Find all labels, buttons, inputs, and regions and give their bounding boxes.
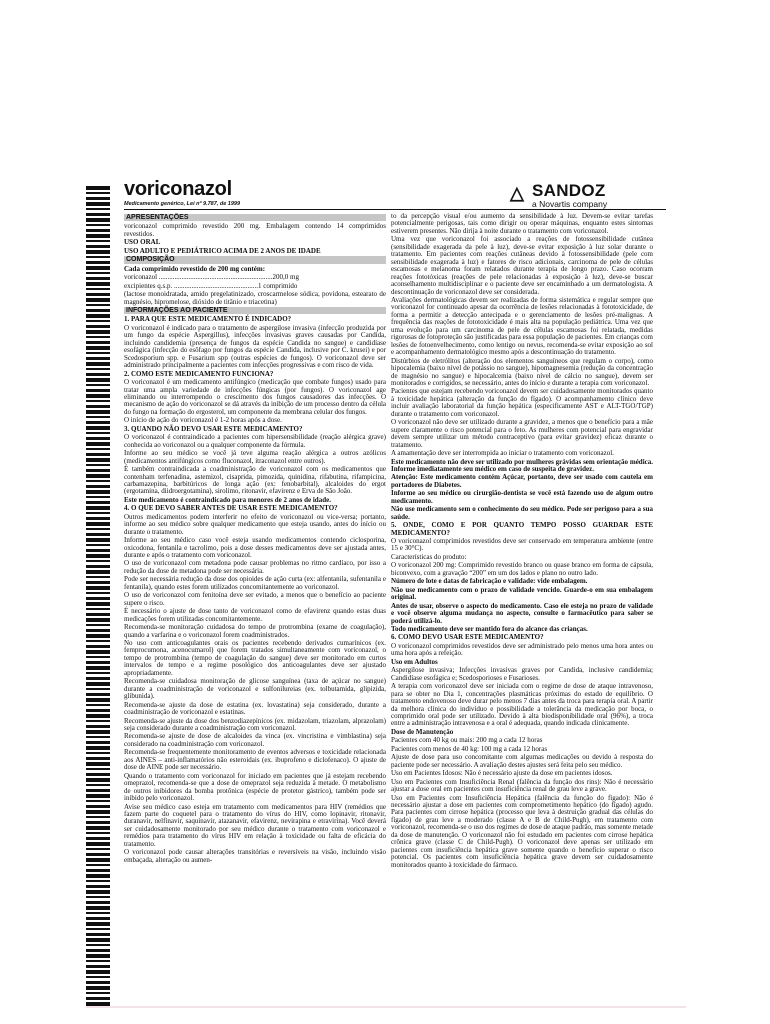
product-title: voriconazol xyxy=(124,178,232,200)
paragraph: Recomenda-se monitoração cuidadosa do tempo de protrombina (exame de coagulação), quando a varfarina e o voriconazol forem coadministrados. xyxy=(124,623,386,639)
paragraph: O voriconazol é contraindicado a pacientes com hipersensibilidade (reação alérgica grave) conhecida ao voriconazol ou a qualquer componente da fórmula. xyxy=(124,433,386,449)
paragraph: voriconazol .................................................................200,0 mg xyxy=(124,273,299,282)
brand-tagline: a Novartis company xyxy=(532,199,608,209)
paragraph: É necessário o ajuste de dose tanto de voriconazol como de efavirenz quando estas duas medicações forem utilizadas concomitantemente. xyxy=(124,607,386,623)
paragraph: O uso de voriconazol com metadona pode causar problemas no ritmo cardíaco, por isso a redução da dose de metadona pode ser necessária. xyxy=(124,559,386,575)
paragraph: Pacientes com 40 kg ou mais: 200 mg a cada 12 horas xyxy=(391,736,543,745)
paragraph-heading: Informe ao seu médico ou cirurgião-dentista se você está fazendo uso de algum outro medicamento. xyxy=(391,489,653,505)
sandoz-logo-icon: △ xyxy=(510,183,524,203)
paragraph: O uso de voriconazol com fenitoína deve ser evitado, a menos que o benefício ao paciente supere o risco. xyxy=(124,591,386,607)
paragraph: excipientes q.s.p. ................................................1 comprimido xyxy=(124,281,298,290)
paragraph: Avise seu médico caso esteja em tratamento com medicamentos para HIV (remédios que fazem parte do coquetel para o tratamento do vírus do HIV, como lopinavir, ritonavir, duranavir, nelfinavir, saquinavir, atazanavir, efavirenz, nevirapina e etravirina). Você deverá ser cuidadosamente monitorado por seu médico durante o tratamento com voriconazol e remédios para tratamento do vírus HIV em relação à toxicidade ou falta de eficácia do tratamento. xyxy=(124,802,386,848)
paragraph-heading: USO ADULTO E PEDIÁTRICO ACIMA DE 2 ANOS DE IDADE xyxy=(124,246,321,255)
paragraph-heading: Todo medicamento deve ser mantido fora do alcance das crianças. xyxy=(391,625,588,634)
paragraph: Outros medicamentos podem interferir no efeito de voriconazol ou vice-versa; portanto, informe ao seu médico sobre qualquer medicamento que esteja usando, antes do início ou durante o tratamento. xyxy=(124,512,386,536)
paragraph: Pode ser necessária redução da dose dos opioides de ação curta (ex: alfentanila, sufentanila e fentanila), quando estes forem utilizados concomitantemente ao voriconazol. xyxy=(124,575,386,591)
paragraph: Uma vez que voriconazol foi associado a reações de fotossensibilidade cutânea (sensibilidade exagerada da pele à luz), deve-se evitar exposição à luz solar durante o tratamento. Em pacientes com reações cutâneas devido à fotossensibilidade (pele com sensibilidade exagerada à luz) e fatores de risco adicionais, carcinoma de pele de células escamosas e melanoma foram relatados durante terapia de longo prazo. Caso ocorram reações fototóxicas (reações de pele relacionadas à exposição à luz), deve-se buscar aconselhamento multidisciplinar e o paciente deve ser encaminhado a um dermatologista. A descontinuação de voriconazol deve ser considerada. xyxy=(391,235,653,296)
paragraph: Informe ao seu médico caso você esteja usando medicamentos contendo ciclosporina, oxicodona, fentanila e tacrolimo, pois a dose desses medicamentos deve ser ajustada antes, durante e após o tratamento com voriconazol. xyxy=(124,536,386,560)
paragraph: Recomenda-se frequentemente monitoramento de eventos adversos e toxicidade relacionada aos AINES – anti-inflamatórios não esteroidais (ex. ibuprofeno e diclofenaco). O ajuste de dose de AINE pode ser necessário. xyxy=(124,748,386,772)
paragraph-heading: 3. QUANDO NÃO DEVO USAR ESTE MEDICAMENTO? xyxy=(124,424,303,433)
paragraph: Avaliações dermatológicas devem ser realizadas de forma sistemática e regular sempre que voriconazol for continuado apesar da ocorrência de lesões relacionadas à fototoxicidade, de forma a permitir a detecção antecipada e o gerenciamento de lesões pré-malignas. A frequência das reações de fototoxicidade é mais alta na população pediátrica. Uma vez que uma evolução para um carcinoma de pele de células escamosas foi relatada, medidas rigorosas de fotoproteção são justificadas para essa população de pacientes. Em crianças com lesões de fotoenvelhecimento, como lentigo ou nevus, recomenda-se evitar exposição ao sol e acompanhamento dermatológico mesmo após a descontinuação do tratamento. xyxy=(391,295,653,357)
paragraph-heading: Dose de Manutenção xyxy=(391,727,454,736)
section-header: INFORMAÇÕES AO PACIENTE xyxy=(124,307,386,314)
paragraph: Informe ao seu médico se você já teve alguma reação alérgica a outros azólicos (medicamentos antifúngicos como fluconazol, itraconazol entre outros). xyxy=(124,449,386,465)
paragraph: O voriconazol 200 mg: Comprimido revestido branco ou quase branco em forma de cápsula, biconvexo, com a gravação “200” em um dos lados e plano no outro lado. xyxy=(391,561,653,577)
footer-line xyxy=(86,1006,686,1008)
paragraph: Recomenda-se ajuste de dose de alcaloides da vinca (ex. vincristina e vimblastina) seja considerado na coadministração com voriconazol. xyxy=(124,732,386,748)
paragraph: A amamentação deve ser interrompida ao iniciar o tratamento com voriconazol. xyxy=(391,449,614,458)
paragraph: to da percepção visual e/ou aumento da sensibilidade à luz. Devem-se evitar tarefas potencialmente perigosas, tais como dirigir ou operar máquinas, enquanto estes sintomas estiverem presentes. Não dirija à noite durante o tratamento com voriconazol. xyxy=(391,213,653,235)
paragraph: Uso em Pacientes Idosos: Não é necessário ajuste da dose em pacientes idosos. xyxy=(391,769,613,778)
right-text-column xyxy=(391,213,653,1013)
paragraph-heading: Atenção: Este medicamento contém Açúcar, portanto, deve ser usado com cautela em portadores de Diabetes. xyxy=(391,473,653,489)
paragraph-heading: Este medicamento é contraindicado para menores de 2 anos de idade. xyxy=(124,495,331,504)
paragraph: Pacientes que estejam recebendo voriconazol devem ser cuidadosamente monitorados quanto à toxicidade hepática (alteração da função do fígado). O acompanhamento clínico deve incluir avaliação laboratorial da função hepática (especificamente AST e ALT-TGO/TGP) durante o tratamento com voriconazol. xyxy=(391,387,653,418)
paragraph: Aspergilose invasiva; Infecções invasivas graves por Candida, inclusive candidemia; Candidíase esofágica e; Scedosporioses e Fusarioses. xyxy=(391,666,653,682)
paragraph-heading: 5. ONDE, COMO E POR QUANTO TEMPO POSSO GUARDAR ESTE MEDICAMENTO? xyxy=(391,521,653,537)
barcode xyxy=(86,186,110,1006)
paragraph: Uso em Pacientes com Insuficiência Hepática (falência da função do fígado): Não é necessário ajustar a dose em pacientes com comprometimento hepático (do fígado) agudo. Para pacientes com cirrose hepática (processo que leva à destruição gradual das células do fígado) de grau leve a moderado (classe A e B de Child-Pugh), em tratamento com voriconazol, recomenda-se o uso dos regimes de dose de ataque padrão, mas somente metade da dose de manutenção. O voriconazol não foi estudado em pacientes com cirrose hepática crônica grave (classe C de Child-Pugh). O voriconazol deve apenas ser utilizado em pacientes com insuficiência hepática grave somente quando o benefício superar o risco potencial. Os pacientes com insuficiência hepática grave devem ser cuidadosamente monitorados quanto à toxicidade do fármaco. xyxy=(391,793,653,869)
paragraph-heading: Este medicamento não deve ser utilizado por mulheres grávidas sem orientação médica. Informe imediatamente seu médico em caso de suspeita de gravidez. xyxy=(391,457,653,473)
paragraph-heading: Número de lote e datas de fabricação e validade: vide embalagem. xyxy=(391,577,588,586)
paragraph-heading: Uso em Adultos xyxy=(391,657,438,666)
generic-law-note: Medicamento genérico, Lei nº 9.787, de 1999 xyxy=(124,201,241,207)
paragraph: É também contraindicada a coadministração de voriconazol com os medicamentos que contenham terfenadina, astemizol, cisaprida, pimozida, quinidina, rifabutina, rifampicina, carbamazepina, barbitúricos de longa ação (ex: fenobarbital), alcaloides do ergot (ergotamina, diidroergotamina), sirolimo, ritonavir, efavirenz e Erva de São João. xyxy=(124,465,386,496)
paragraph: Recomenda-se cuidadosa monitoração de glicose sanguínea (taxa de açúcar no sangue) durante a coadministração de voriconazol e sulfonilureias (ex. tolbutamida, glipizida, glibunida). xyxy=(124,677,386,701)
paragraph: O voriconazol não deve ser utilizado durante a gravidez, a menos que o benefício para a mãe supere claramente o risco potencial para o feto. As mulheres com potencial para engravidar devem sempre utilizar um método contraceptivo (para evitar gravidez) eficaz durante o tratamento. xyxy=(391,418,653,449)
paragraph: Ajuste de dose para uso concomitante com algumas medicações ou devido à resposta do paciente pode ser necessário. A avaliação destes ajustes será feita pelo seu médico. xyxy=(391,753,653,769)
paragraph-heading: Antes de usar, observe o aspecto do medicamento. Caso ele esteja no prazo de validade e você observe alguma mudança no aspecto, consulte o farmacêutico para saber se poderá utilizá-lo. xyxy=(391,601,653,625)
paragraph-heading: Não use medicamento sem o conhecimento do seu médico. Pode ser perigoso para a sua saúde. xyxy=(391,505,653,521)
paragraph: O início de ação do voriconazol é 1-2 horas após a dose. xyxy=(124,416,282,425)
paragraph: Uso em Pacientes com Insuficiência Renal (falência da função dos rins): Não é necessário ajustar a dose oral em pacientes com insuficiência renal de grau leve a grave. xyxy=(391,777,653,794)
paragraph: voriconazol comprimido revestido 200 mg. Embalagem contendo 14 comprimidos revestidos. xyxy=(124,222,386,238)
paragraph: O voriconazol é um medicamento antifúngico (medicação que combate fungos) usado para tratar uma ampla variedade de infecções fúngicas (por fungos). O voriconazol age eliminando ou interrompendo o crescimento dos fungos causadores das infecções. O mecanismo de ação do voriconazol se dá através da inibição de um processo dentro da célula do fungo na formação do ergosterol, um componente da membrana celular dos fungos. xyxy=(124,378,386,416)
paragraph: O voriconazol é indicado para o tratamento de aspergilose invasiva (infecção produzida por um fungo da espécie Aspergillus), infecções invasivas graves causadas por Candida, incluindo candidemia (presença de fungos da espécie Candida no sangue) e candidíase esofágica (infecção do esôfago por fungos da espécie Candida, inclusive por C. krusei) e por Scedosporium spp. e Fusarium spp (outras espécies de fungos). O voriconazol deve ser administrado principalmente a pacientes com infecções progressivas e com risco de vida. xyxy=(124,323,386,370)
paragraph-heading: Cada comprimido revestido de 200 mg contém: xyxy=(124,264,266,273)
paragraph: O voriconazol comprimidos revestidos deve ser administrado pelo menos uma hora antes ou uma hora após a refeição. xyxy=(391,641,653,658)
paragraph: A terapia com voriconazol deve ser iniciada com o regime de dose de ataque intravenoso, para se obter no Dia 1, concentrações plasmáticas próximas do estado de equilíbrio. O tratamento endovenoso deve durar pelo menos 7 dias antes da troca para terapia oral. A partir da melhora clínica do indivíduo e possibilidade a tolerância da medicação por boca, o comprimido oral pode ser utilizado. Devido à alta biodisponibilidade oral (96%), a troca entre a administração intravenosa e a oral é adequada, quando indicada clinicamente. xyxy=(391,682,653,728)
paragraph: Distúrbios de eletrólitos (alteração dos elementos sanguíneos que regulam o corpo), como hipocalemia (baixo nível de potássio no sangue), hipomagnesemia (redução da concentração de magnésio no sangue) e hipocalcemia (baixo nível de cálcio no sangue), devem ser monitorados e corrigidos, se necessário, antes do início e durante a terapia com voriconazol. xyxy=(391,356,653,387)
paragraph-heading: 2. COMO ESTE MEDICAMENTO FUNCIONA? xyxy=(124,369,274,378)
section-header: APRESENTAÇÕES xyxy=(124,214,386,221)
paragraph: Recomenda-se ajuste da dose de estatina (ex. lovastatina) seja considerado, durante a coadministração de voriconazol e estatinas. xyxy=(124,700,386,717)
paragraph-heading: USO ORAL xyxy=(124,238,161,247)
paragraph: Pacientes com menos de 40 kg: 100 mg a cada 12 horas xyxy=(391,744,548,753)
paragraph-heading: 1. PARA QUE ESTE MEDICAMENTO É INDICADO? xyxy=(124,315,292,324)
sandoz-logo xyxy=(510,181,670,211)
brand-name: SANDOZ xyxy=(532,181,606,200)
paragraph: (lactose monoidratada, amido pregelatinizado, croscarmelose sódica, povidona, estearato de magnésio, hipromelose, dióxido de titânio e triacetina) xyxy=(124,290,386,306)
paragraph-heading: Não use medicamento com o prazo de validade vencido. Guarde-o em sua embalagem original. xyxy=(391,585,653,602)
left-text-column xyxy=(124,213,386,1013)
paragraph: Recomenda-se ajuste da dose dos benzodiazepínicos (ex. midazolam, triazolam, alprazolam) seja considerado durante a coadministração com voriconazol. xyxy=(124,716,386,732)
section-header: COMPOSIÇÃO xyxy=(124,256,386,263)
paragraph: Características do produto: xyxy=(391,552,467,561)
paragraph: O voriconazol pode causar alterações transitórias e reversíveis na visão, incluindo visão embaçada, alteração ou aumen- xyxy=(124,848,386,864)
paragraph: O voriconazol comprimidos revestidos deve ser conservado em temperatura ambiente (entre 15 e 30°C). xyxy=(391,537,653,553)
paragraph: No uso com anticoagulantes orais os pacientes recebendo derivados cumarínicos (ex. femprocumona, acenocumarol) que forem tratados simultaneamente com voriconazol, o tempo de protrombina (tempo de coagulação do sangue) deve ser monitorado em curtos intervalos de tempo e a regime posológico dos anticoagulantes deve ser ajustado apropriadamente. xyxy=(124,639,386,677)
paragraph-heading: 6. COMO DEVO USAR ESTE MEDICAMENTO? xyxy=(391,633,544,642)
paragraph-heading: 4. O QUE DEVO SABER ANTES DE USAR ESTE MEDICAMENTO? xyxy=(124,504,338,513)
header-rule xyxy=(124,209,666,210)
paragraph: Quando o tratamento com voriconazol for iniciado em pacientes que já estejam recebendo omeprazol, recomenda-se que a dose de omeprazol seja reduzida à metade. O metabolismo de outros inibidores da bomba protônica (espécie de protetor gástrico), também pode ser inibido pelo voriconazol. xyxy=(124,771,386,803)
